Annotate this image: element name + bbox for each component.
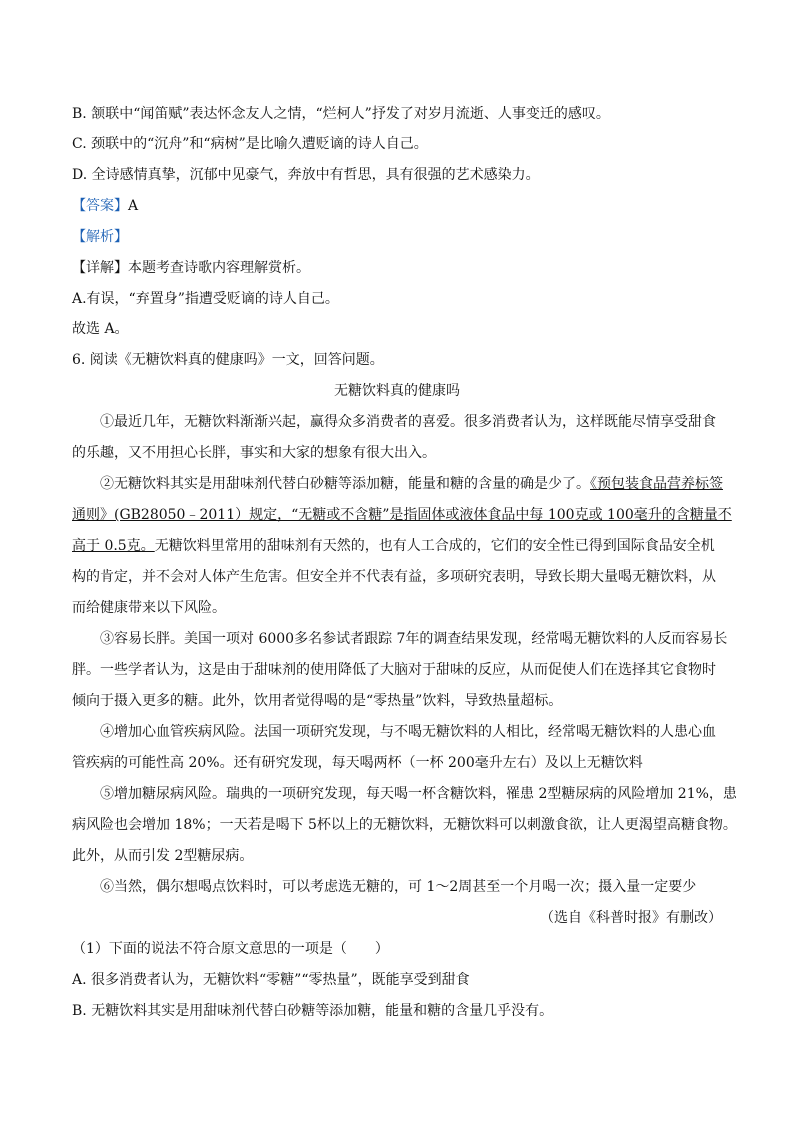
p2-line-1-underlined: 《预包装食品营养标签 (590, 476, 723, 492)
analysis-label: 【解析】 (72, 229, 128, 245)
q5-detail-a: A.有误，“弃置身”指遭受贬谪的诗人自己。 (72, 291, 339, 307)
q6-prompt: 6. 阅读《无糖饮料真的健康吗》一文，回答问题。 (72, 352, 384, 368)
q5-conclusion: 故选 A。 (72, 321, 129, 337)
p2-line-3 (72, 536, 722, 556)
sub1-option-b: B. 无糖饮料其实是用甜味剂代替白砂糖等添加糖，能量和糖的含量几乎没有。 (72, 1003, 554, 1019)
sub1-prompt: （1）下面的说法不符合原文意思的一项是（ ） (72, 941, 389, 957)
p5-line-2: 病风险也会增加 18%；一天若是喝下 5杯以上的无糖饮料，无糖饮料可以刺激食欲，让人更渴望高糖食物。 (72, 817, 737, 833)
p4-line-1: ④增加心血管疾病风险。法国一项研究发现，与不喝无糖饮料的人相比，经常喝无糖饮料的人患心血 (100, 724, 716, 740)
answer-label: 【答案】 (72, 198, 128, 214)
q5-option-b: B. 颔联中“闻笛赋”表达怀念友人之情，“烂柯人”抒发了对岁月流逝、人事变迁的感叹。 (72, 106, 610, 122)
p4-line-2: 管疾病的可能性高 20%。还有研究发现，每天喝两杯（一杯 200毫升左右）及以上无糖饮料 (72, 755, 643, 771)
p2-line-5: 而给健康带来以下风险。 (72, 600, 226, 616)
article-title: 无糖饮料真的健康吗 (334, 383, 460, 399)
p5-line-3: 此外，从而引发 2型糖尿病。 (72, 848, 254, 864)
p2-line-1-text: ②无糖饮料其实是用甜味剂代替白砂糖等添加糖，能量和糖的含量的确是少了。 (100, 476, 590, 492)
article-source: （选自《科普时报》有删改） (540, 910, 722, 926)
p5-line-1: ⑤增加糖尿病风险。瑞典的一项研究发现，每天喝一杯含糖饮料，罹患 2型糖尿病的风险增加 21%，患 (100, 786, 737, 802)
q5-option-c: C. 颈联中的“沉舟”和“病树”是比喻久遭贬谪的诗人自己。 (72, 136, 428, 152)
detail-text: 本题考查诗歌内容理解赏析。 (128, 260, 310, 276)
sub1-option-a: A. 很多消费者认为，无糖饮料“零糖”“零热量”，既能享受到甜食 (72, 972, 470, 988)
p2-line-1 (100, 474, 722, 494)
p2-line-3-text: 无糖饮料里常用的甜味剂有天然的，也有人工合成的，它们的安全性已得到国际食品安全机 (154, 538, 715, 554)
p1-line-1: ①最近几年，无糖饮料渐渐兴起，赢得众多消费者的喜爱。很多消费者认为，这样既能尽情享受甜食 (100, 414, 716, 430)
p6-line-1: ⑥当然，偶尔想喝点饮料时，可以考虑选无糖的，可 1～2周甚至一个月喝一次；摄入量一定要少 (100, 879, 697, 895)
p3-line-2: 胖。一些学者认为，这是由于甜味剂的使用降低了大脑对于甜味的反应，从而促使人们在选择其它食物时 (72, 662, 716, 678)
p2-line-3-underlined: 高于 0.5克。 (72, 538, 155, 554)
q5-option-d: D. 全诗感情真挚，沉郁中见豪气，奔放中有哲思，具有很强的艺术感染力。 (72, 167, 540, 183)
answer-value: A (128, 198, 139, 214)
q5-analysis (72, 227, 722, 247)
p1-line-2: 的乐趣，又不用担心长胖，事实和大家的想象有很大出入。 (72, 445, 436, 461)
detail-label: 【详解】 (72, 260, 128, 276)
q5-detail (72, 258, 722, 278)
p3-line-1: ③容易长胖。美国一项对 6000多名参试者跟踪 7年的调查结果发现，经常喝无糖饮料的人反而容易长 (100, 631, 728, 647)
p2-line-2: 通则》(GB28050﹣2011）规定，“无糖或不含糖”是指固体或液体食品中每 100克或 100毫升的含糖量不 (72, 507, 732, 523)
p3-line-3: 倾向于摄入更多的糖。此外，饮用者觉得喝的是“零热量”饮料，导致热量超标。 (72, 693, 563, 709)
q5-answer (72, 196, 722, 216)
p2-line-4: 构的肯定，并不会对人体产生危害。但安全并不代表有益，多项研究表明，导致长期大量喝无糖饮料，从 (72, 569, 716, 585)
